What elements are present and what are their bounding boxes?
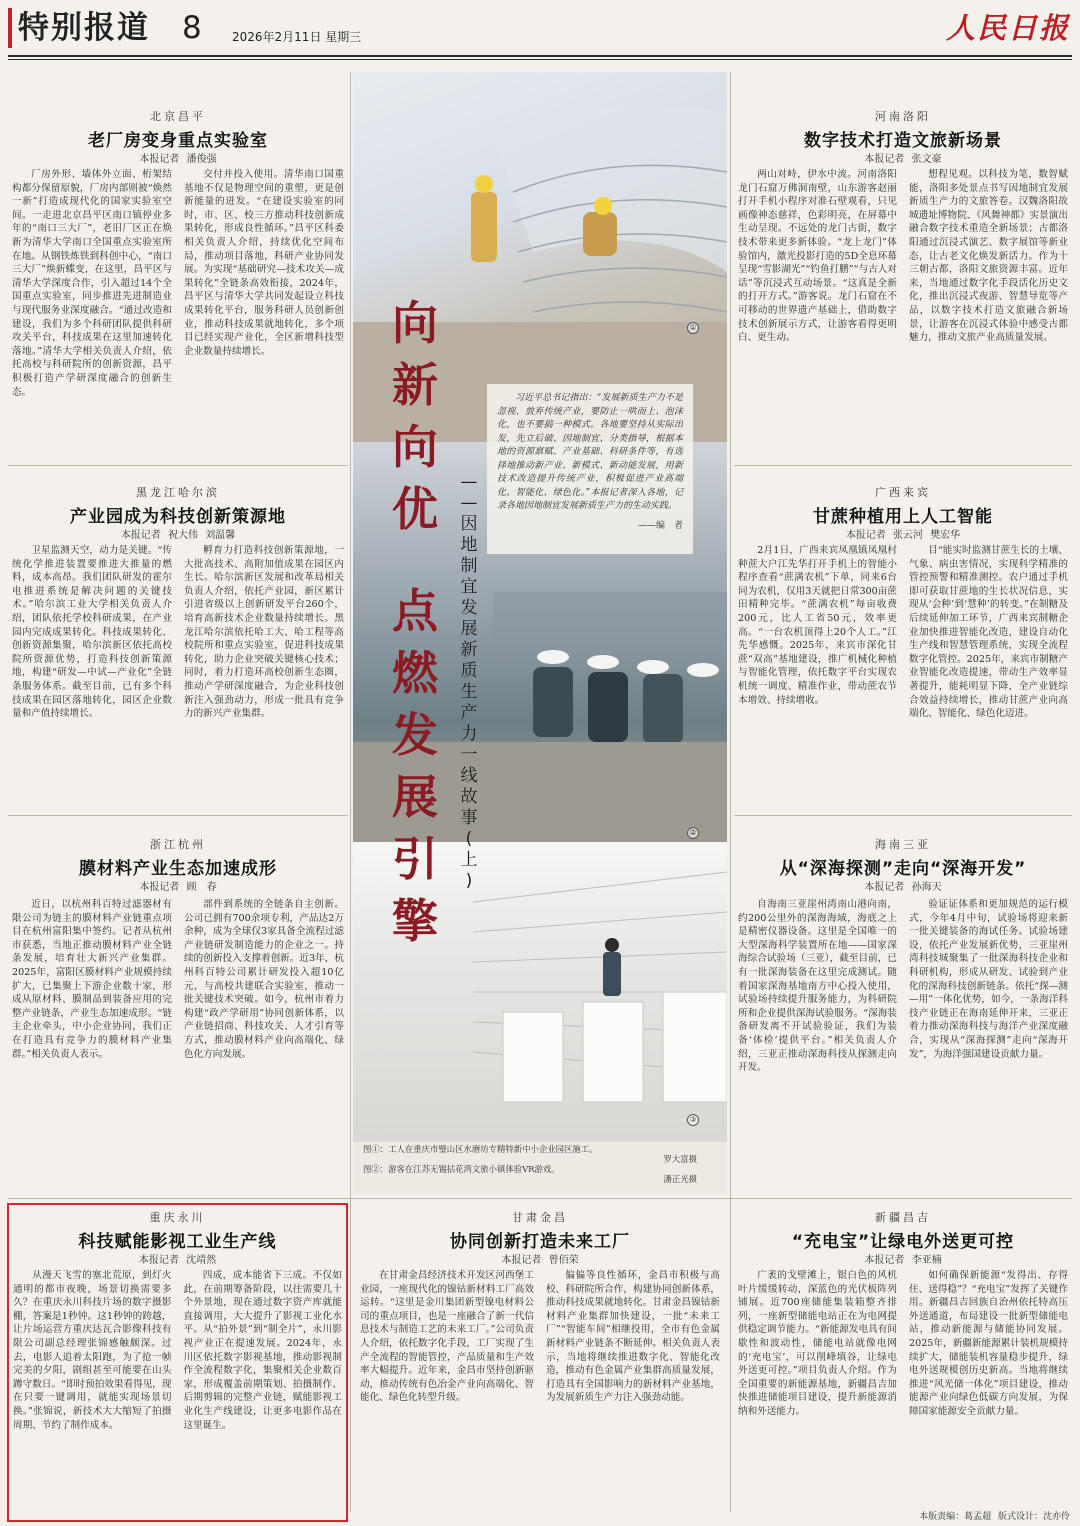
subtitle-char: 生 [460, 682, 478, 702]
masthead [0, 0, 1080, 56]
title-char: 引 [392, 832, 438, 886]
article-column [909, 544, 1068, 806]
row-divider [734, 465, 1072, 466]
intro-signature: ——编 者 [637, 520, 683, 531]
article-luoyang [734, 100, 1072, 460]
byline-author: 顾 春 [186, 882, 217, 893]
article-column [12, 898, 172, 1188]
paragraph: 如何确保新能源“发得出、存得住、送得稳”？“充电宝”发挥了关键作用。新疆昌吉回族自治州依托特高压外送通道，布局建设一批新型储能电站，推动新能源与储能协同发展。2025年，新疆新能源累计装机规模持续扩大，储能装机容量稳步提升，绿电外送规模创历史新高。当地将继续推进“风光储一体化”项目建设，推动能源产业向绿色低碳方向发展，为保障国家能源安全贡献力量。 [909, 1270, 1068, 1417]
article-byline [734, 1251, 1072, 1266]
title-char: 擎 [392, 894, 438, 948]
row-divider [8, 1198, 1072, 1199]
article-headline: 甘蔗种植用上人工智能 [813, 507, 993, 527]
article-column [184, 168, 344, 456]
article-byline [9, 1251, 346, 1266]
footer-design: 版式设计：沈亦伶 [997, 1512, 1070, 1522]
byline-author: 沈靖然 [186, 1255, 217, 1266]
caption: 图②：游客在江苏无锡拈花湾文旅小镇体验VR游戏。 [363, 1164, 560, 1174]
paragraph: 验证证体系和更加规范的运行模式，今年4月中旬，试验场将迎来新一批关键装备的海试任务。试验场建设，依托产业发展新优势，三亚崖州湾科技城聚集了一批深海科技企业和科研机构，形成从研发、试验到产业化的深海科技创新链条。依托“探—测—用”一体化优势，如今，一条海洋科技产业链正在海南延伸开来，三亚正着力推动深海科技与海洋产业深度融合，实现从“深海探测”走向“深海开发”，为海洋强国建设贡献力量。 [909, 899, 1068, 1060]
masthead-rule-thin [8, 59, 1072, 60]
title-char: 向 [392, 296, 438, 350]
row-divider [8, 815, 348, 816]
article-column [738, 544, 897, 806]
article-byline [734, 526, 1072, 541]
subtitle-char: 事 [460, 808, 478, 828]
paragraph: 从漫天飞雪的塞北荒原，到灯火通明的都市夜晚，场景切换需要多久？在重庆永川科技片场的数字摄影棚，答案是1秒钟。这1秒钟的跨越，让片场运营方重庆达瓦合影像科技有限公司副总经理张锦感触颇深。过去，电影人追着太阳跑，为了抢一帧完美的夕阳，剧组甚至可能要在山头蹲守数日。“即时预拍效果看得见，现在只要一键调用，就能实现场景切换。”张锦说，新技术大大缩短了拍摄周期、节约了制作成本。 [13, 1270, 172, 1431]
article-byline [8, 150, 348, 165]
paragraph: 卫星监测天空，动力是关键。“传统化学推进装置要推进大推量的燃料，成本高昂。我们团队研发的霍尔电推进系统是解决问题的关键技术。”哈尔滨工业大学相关负责人介绍，团队依托学校科研成果，在产业园内完成成果转化。科技成果转化、创新资源集聚，哈尔滨新区依托高校院所资源优势，打造科技创新策源地，构建“研发—中试—产业化”全链条服务体系。截至目前，已有多个科技成果在园区落地转化，园区企业数量和产值持续增长。 [12, 545, 172, 720]
byline-author: 曾佰荣 [548, 1255, 579, 1266]
subtitle-char: — [460, 493, 478, 513]
paragraph: 部件到系统的全链条自主创新。公司已拥有700余项专利，产品达2万余种，成为全球仅3家具备全流程过滤产业链研发制造能力的企业之一。持续的创新投入支撑着创新。近3年，杭州科百特公司累计研发投入超10亿元，与高校共建联合实验室，推动一批关键技术突破。如今，杭州市着力构建“政产学研用”协同创新体系，以产业链招商、科技攻关、人才引育等方式，推动膜材料产业向高端化、绿色化方向发展。 [184, 899, 344, 1060]
article-changji [734, 1205, 1072, 1505]
intro-text: 习近平总书记指出：“发展新质生产力不是忽视、放弃传统产业，要防止一哄而上、泡沫化，也不要搞一种模式。各地要坚持从实际出发，先立后破、因地制宜、分类指导，根据本地的资源禀赋、产业基础、科研条件等，有选择地推动新产业、新模式、新动能发展，用新技术改造提升传统产业，积极促进产业高端化、智能化、绿色化。”本报记者深入各地，记录各地因地制宜发展新质生产力的生动实践。 [497, 393, 683, 511]
article-body [360, 1269, 720, 1501]
paragraph: 广袤的戈壁滩上，银白色的风机叶片缓缓转动，深蓝色的光伏板阵列铺展。近700座储能集装箱整齐排列，一座新型储能电站正在为电网提供稳定调节能力。“新能源发电具有间歇性和波动性，储能电站就像电网的‘充电宝’，可以削峰填谷，让绿电外送更可控。”项目负责人介绍。作为全国重要的新能源基地，新疆昌吉加快推进储能项目建设，提升新能源消纳和外送能力。 [738, 1270, 897, 1417]
article-body [12, 168, 344, 456]
byline-role: 本报记者 [138, 1255, 179, 1266]
title-gap [385, 540, 445, 580]
byline-author: 孙海天 [911, 882, 942, 893]
article-place: 河南洛阳 [875, 110, 931, 123]
byline-role: 本报记者 [139, 154, 180, 165]
article-place: 浙江杭州 [150, 838, 206, 851]
article-place: 海南三亚 [875, 838, 931, 851]
byline-author: 樊宏华 [930, 530, 961, 541]
feature-title [385, 292, 445, 952]
article-place: 重庆永川 [149, 1211, 206, 1224]
article-body [738, 898, 1068, 1188]
article-beijing [8, 100, 348, 460]
article-laibin [734, 480, 1072, 810]
article-headline: 老厂房变身重点实验室 [88, 131, 268, 151]
article-byline [356, 1251, 724, 1266]
subtitle-char: 故 [460, 787, 478, 807]
paragraph: 孵育力打造科技创新策源地，一大批高技术、高附加值成果在园区内生长。哈尔滨新区发展和改革局相关负责人介绍，依托产业园，新区累计引进省级以上创新研发平台260个，培育高新技术企业数量持续增长。黑龙江哈尔滨依托哈工大、哈工程等高校院所和重点实验室，促进科技成果转化，助力企业突破关键核心技术；同时，着力打造环高校创新生态圈，推动产学研深度融合，为企业科技创新注入强劲动力，形成一批具有竞争力的新兴产业集群。 [184, 545, 344, 720]
article-column [738, 168, 897, 456]
subtitle-char: 宜 [460, 577, 478, 597]
paragraph: 在甘肃金昌经济技术开发区河西堡工业园，一座现代化的镍钴新材料工厂高效运转。“这里是金川集团新型镍电材料公司的重点项目，也是一座融合了新一代信息技术与制造工艺的未来工厂。”公司负责人介绍，依托数字化手段，工厂实现了生产全流程的智能管控，产品质量和生产效率大幅提升。近年来，金昌市坚持创新驱动，推动传统有色冶金产业向高端化、智能化、绿色化转型升级。 [360, 1270, 534, 1404]
article-column [738, 898, 897, 1188]
photo-number: ① [687, 322, 699, 334]
subtitle-char: 制 [460, 556, 478, 576]
column-divider [350, 72, 351, 1512]
editor-intro [487, 384, 693, 554]
photo-captions [353, 1142, 727, 1194]
article-column [184, 544, 344, 806]
photo-credit: 罗大富摄 [663, 1154, 697, 1164]
subtitle-char: ) [465, 871, 473, 891]
subtitle-char: 新 [460, 640, 478, 660]
subtitle-char: 线 [460, 766, 478, 786]
column-divider [730, 72, 731, 1512]
paragraph: 想程见观。以科技为笔，数智赋能，洛阳多处景点书写因地制宜发展新质生产力的文旅答卷。汉魏洛阳故城遗址博物院、《风舞神都》实景演出融合数字技术重造全新场景；古都洛阳通过沉浸式演艺、数字展馆等新业态，让古老文化焕发新活力。作为十三朝古都，洛阳文旅资源丰富。近年来，当地通过数字化手段活化历史文化，推出沉浸式夜游、智慧导览等产品，以数字技术打造文旅融合新场景，让游客在沉浸式体验中感受古都魅力，推动文旅产业高质量发展。 [909, 169, 1068, 344]
subtitle-char: 一 [460, 745, 478, 765]
article-body [13, 1269, 342, 1516]
section-marker [8, 8, 12, 48]
article-headline: 产业园成为科技创新策源地 [70, 507, 286, 527]
photo-credit: 潘正光摄 [663, 1174, 697, 1184]
newspaper-logo: 人民日报 [945, 11, 1070, 45]
byline-author: 李亚楠 [911, 1255, 942, 1266]
byline-author: 刘温馨 [205, 530, 236, 541]
article-headline: 数字技术打造文旅新场景 [804, 131, 1002, 151]
row-divider [734, 815, 1072, 816]
subtitle-char: 质 [460, 661, 478, 681]
article-body [738, 1269, 1068, 1501]
subtitle-char: 力 [460, 724, 478, 744]
byline-role: 本报记者 [501, 1255, 542, 1266]
article-column [909, 1269, 1068, 1501]
byline-role: 本报记者 [864, 882, 905, 893]
title-char: 优 [392, 482, 438, 536]
article-place: 黑龙江哈尔滨 [136, 486, 220, 499]
subtitle-char: 因 [460, 514, 478, 534]
article-headline: “充电宝”让绿电外送更可控 [791, 1232, 1015, 1252]
article-column [13, 1269, 172, 1516]
article-column [909, 168, 1068, 456]
subtitle-char: — [460, 472, 478, 492]
page-number: 8 [182, 10, 202, 46]
article-column [546, 1269, 720, 1501]
article-body [12, 544, 344, 806]
title-char: 展 [392, 770, 438, 824]
article-place: 新疆昌吉 [875, 1211, 931, 1224]
masthead-rule [8, 55, 1072, 57]
subtitle-char: 发 [460, 598, 478, 618]
article-column [738, 1269, 897, 1501]
subtitle-char: 地 [460, 535, 478, 555]
paragraph: 四成，成本能省下三成。不仅如此，在前期筹备阶段，以往需要几十个外景地，现在通过数字资产库就能直接调用，大大提升了影视工业化水平。从“拍外景”到“制全片”，永川影视产业正在提速发展。2024年，永川区依托数字影视基地，推动影视制作全流程数字化，集聚相关企业数百家，形成覆盖前期策划、拍摄制作、后期剪辑的完整产业链，赋能影视工业化生产线建设，让更多电影作品在这里诞生。 [183, 1270, 342, 1431]
article-column [184, 1269, 343, 1516]
article-chongqing [9, 1205, 346, 1520]
article-headline: 科技赋能影视工业生产线 [78, 1232, 277, 1252]
subtitle-char: 上 [460, 850, 478, 870]
byline-author: 张云河 [893, 530, 923, 541]
subtitle-char: 产 [460, 703, 478, 723]
title-char: 新 [392, 358, 438, 412]
byline-role: 本报记者 [120, 530, 161, 541]
byline-author: 祝大伟 [168, 530, 198, 541]
article-column [12, 168, 172, 456]
row-divider [8, 465, 348, 466]
subtitle-char: 展 [460, 619, 478, 639]
photo-number: ② [687, 827, 699, 839]
article-hangzhou [8, 830, 348, 1192]
title-char: 点 [392, 584, 438, 638]
byline-role: 本报记者 [139, 882, 180, 893]
article-column [12, 544, 172, 806]
article-headline: 从“深海探测”走向“深海开发” [779, 859, 1027, 879]
paragraph: 目“能实时监测甘蔗生长的土壤、气象、病虫害情况，实现科学精准的管控预警和精准测控。农户通过手机即可获取甘蔗地的生长状况信息，实现从‘会种’到‘慧种’的转变。”在制糖及后续延伸加工环节，广西来宾制糖企业加快推进智能化改造，建设自动化生产线和智慧管理系统，实现全流程数字化管控。2025年，来宾市制糖产业智能化改造提速，带动生产效率显著提升，能耗明显下降，全产业链综合效益持续增长，推动甘蔗产业向高端化、智能化、绿色化迈进。 [909, 545, 1068, 720]
feature-subtitle [457, 472, 481, 892]
title-char: 发 [392, 708, 438, 762]
article-jinchang [356, 1205, 724, 1505]
subtitle-char: ( [465, 829, 473, 849]
article-place: 广西来宾 [875, 486, 931, 499]
byline-author: 潘俊强 [186, 154, 217, 165]
article-byline [734, 878, 1072, 893]
paragraph: 偏偏等良性循环，金昌市积极与高校、科研院所合作，构建协同创新体系，推动科技成果就地转化。甘肃金昌镍钴新材料产业集群加快建设，一批“未来工厂”“智能车间”相继投用，全市有色金属新材料产业链条不断延伸。相关负责人表示，当地将继续推进数字化、智能化改造，推动有色金属产业集群高质量发展，打造具有全国影响力的新材料产业基地，为发展新质生产力注入强劲动能。 [546, 1270, 720, 1404]
article-byline [8, 526, 348, 541]
article-place: 北京昌平 [150, 110, 206, 123]
issue-date: 2026年2月11日 星期三 [232, 30, 362, 44]
byline-author: 张文豪 [911, 154, 942, 165]
article-headline: 协同创新打造未来工厂 [450, 1232, 630, 1252]
paragraph: 两山对峙，伊水中流。河南洛阳龙门石窟万佛洞南壁，山东游客赵丽打开手机小程序对准石壁观看，只见画像神态慈祥，色彩明亮，在屏幕中生动呈现。不远处的龙门古街，数字技术带来更多新体验。“龙上龙门”体验馆内，激光投影打造的5D全息环幕呈现“雪影湖光”“钓鱼打鹏”“与古人对话”等沉浸式互动场景。“这真是全新的打开方式。”游客说。龙门石窟在不可移动的世界遗产基础上，借助数字技术创新展示方式，让游客看得更明白、更生动。 [738, 169, 897, 344]
paragraph: 厂房外形、墙体外立面、桁架结构都分保留原貌，厂房内部则被“焕然一新”打造成现代化的国家实验室空间。一走进北京昌平区南口镇停业多年的“南口三大厂”，老旧厂区正在焕新为清华大学南口全国重点实验室所在地。从钢铁炼铁到科创中心，“南口三大厂”焕新蝶变，在这里，昌平区与清华大学深度合作，引入超过14个全国重点实验室，同步推进先进制造业与现代服务业深度融合。“通过改造和建设，我们为多个科研团队提供科研攻关平台，科技成果在这里加速转化落地。”清华大学相关负责人介绍，依托高校与科研院所的创新资源，昌平积极打造产学研深度融合的创新生态。 [12, 169, 172, 398]
page-footer [915, 1509, 1070, 1522]
title-char: 燃 [392, 646, 438, 700]
caption: 图①：工人在重庆市璧山区水磨坊专精特新中小企业园区施工。 [363, 1144, 598, 1154]
paragraph: 2月1日，广西来宾凤凰镇凤凰村种蔗大户江先华打开手机上的智能小程序查看“蔗满农机”下单，同来6台同为农机，仅用3天就把日常300亩蔗田精种完毕。“蔗满农机”每亩收费200元，比人工省50元，效率更高。“一台农机顶得上20个人工。”江先华感慨。2025年，来宾市深化甘蔗“双高”基地建设，推广机械化种植与智能化管理，依托数字平台实现农机统一调度、精准作业，带动蔗农节本增效、持续增收。 [738, 545, 897, 706]
article-column [184, 898, 344, 1188]
paragraph: 近日，以杭州科百特过滤器材有限公司为链主的膜材料产业链重点项目在杭州富阳集中签约。记者从杭州市获悉，当地正推动膜材料产业全链条发展，培育壮大新兴产业集群。2025年，富阳区膜材料产业规模持续扩大，已集聚上下游企业数十家，形成从原材料、膜制品到装备应用的完整产业链条，产业生态加速成形。“链主企业牵头，中小企业协同，我们正在打造具有竞争力的膜材料产业集群。”相关负责人表示。 [12, 899, 172, 1060]
byline-role: 本报记者 [864, 154, 905, 165]
footer-editor: 本版责编：葛孟超 [919, 1512, 992, 1522]
section-title: 特别报道 [18, 10, 150, 46]
article-body [738, 544, 1068, 806]
title-char: 向 [392, 420, 438, 474]
article-body [738, 168, 1068, 456]
photo-number: ③ [687, 1114, 699, 1126]
article-byline [8, 878, 348, 893]
article-place: 甘肃金昌 [512, 1211, 568, 1224]
paragraph: 自海南三亚崖州湾南山港向南，约200公里外的深海海域，海底之上是精密仪器设备。这里是全国唯一的大型深海科学装置所在地——国家深海综合试验场（三亚），截至目前，已有一批深海装备在这里完成测试。随着国家深海基地南方中心投入使用，试验场持续提升服务能力，为科研院所和企业提供深海试验服务。“深海装备研发离不开试验验证，我们为装备‘体检’提供平台。”相关负责人介绍，三亚正推动深海科技从探测走向开发。 [738, 899, 897, 1074]
feature-panel [353, 72, 727, 1194]
article-headline: 膜材料产业生态加速成形 [79, 859, 277, 879]
byline-role: 本报记者 [845, 530, 886, 541]
article-sanya [734, 830, 1072, 1192]
article-body [12, 898, 344, 1188]
article-column [909, 898, 1068, 1188]
article-byline [734, 150, 1072, 165]
byline-role: 本报记者 [864, 1255, 905, 1266]
article-column [360, 1269, 534, 1501]
paragraph: 交付并投入使用。清华南口国重基地不仅是物理空间的重塑，更是创新能量的迸发。“在建设实验室的同时，市、区、校三方推动科技创新成果转化，形成良性循环。”昌平区科委相关负责人介绍，持续优化空间布局，推动项目落地，科研产业协同发展。为实现“基础研究—技术攻关—成果转化”全链条高效衔接，2024年，昌平区与清华大学共同发起设立科技成果转化平台，服务科研人员创新创业，推动科技成果就地转化，多个项目已经实现产业化，全区新增科技型企业数量持续增长。 [184, 169, 344, 357]
article-harbin [8, 480, 348, 810]
